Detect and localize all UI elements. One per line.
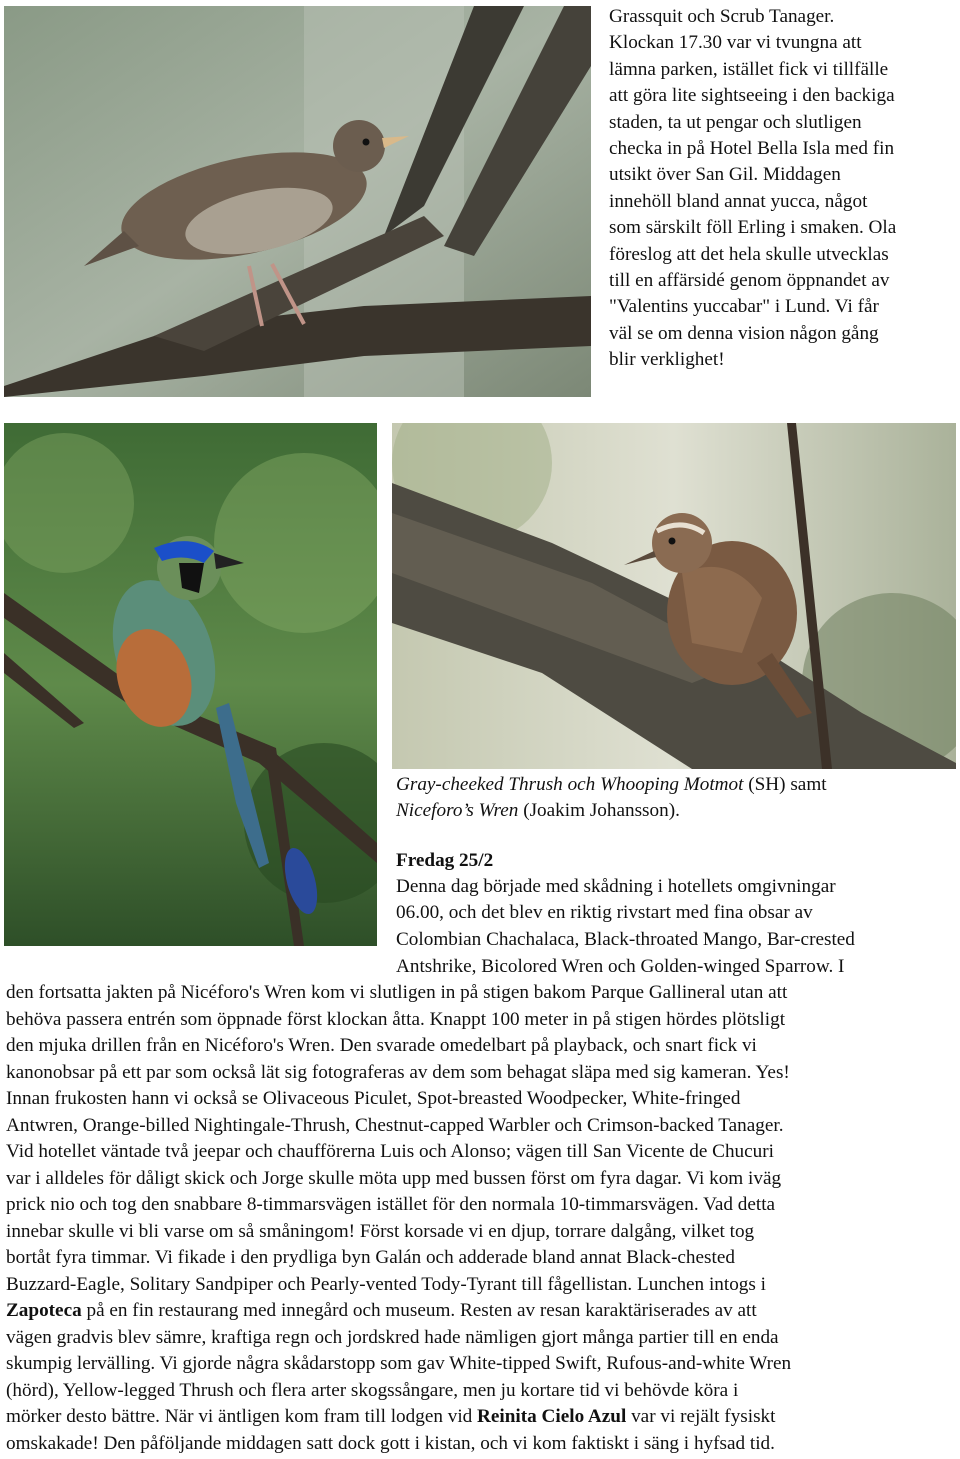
- intro-line: checka in på Hotel Bella Isla med fin: [609, 138, 895, 160]
- caption-species-1: Gray-cheeked Thrush och Whooping Motmot: [396, 774, 744, 795]
- intro-line: till en affärsidé genom öppnandet av: [609, 270, 890, 292]
- lodge-name: Reinita Cielo Azul: [477, 1406, 627, 1427]
- intro-line: utsikt över San Gil. Middagen: [609, 164, 841, 186]
- intro-line: blir verklighet!: [609, 349, 725, 371]
- caption-credit-1: (SH) samt: [743, 774, 827, 795]
- intro-line: lämna parken, istället fick vi tillfälle: [609, 58, 889, 80]
- intro-line: Klockan 17.30 var vi tvungna att: [609, 32, 862, 54]
- body-line: 06.00, och det blev en riktig rivstart med fina obsar av: [396, 902, 813, 923]
- body-line: omskakade! Den påföljande middagen satt dock gott i kistan, och vi kom faktiskt i säng i hyfsad tid.: [6, 1433, 775, 1454]
- intro-line: Grassquit och Scrub Tanager.: [609, 6, 835, 27]
- day-heading: Fredag 25/2: [396, 850, 494, 871]
- body-line: Buzzard-Eagle, Solitary Sandpiper och Pearly-vented Tody-Tyrant till fågellistan. Lunchen intogs i: [6, 1274, 766, 1295]
- body-line: Colombian Chachalaca, Black-throated Mango, Bar-crested: [396, 929, 855, 950]
- photo-gray-cheeked-thrush: [4, 6, 591, 397]
- body-line: behöva passera entrén som öppnade först klockan åtta. Knappt 100 meter in på stigen hördes plötsligt: [6, 1009, 786, 1030]
- body-line-rest: på en fin restaurang med innegård och museum. Resten av resan karaktäriserades av att: [81, 1300, 757, 1321]
- photo-caption: [396, 772, 956, 825]
- body-line: den mjuka drillen från en Nicéforo's Wren. Den svarade omedelbart på playback, och snart fick vi: [6, 1035, 757, 1056]
- body-line: Innan frukosten hann vi också se Olivaceous Piculet, Spot-breasted Woodpecker, White-fringed: [6, 1088, 741, 1109]
- body-line: Denna dag började med skådning i hotellets omgivningar: [396, 876, 836, 897]
- body-line: (hörd), Yellow-legged Thrush och flera arter skogssångare, men ju kortare tid vi behövde köra i: [6, 1380, 739, 1401]
- photo-whooping-motmot: [4, 423, 377, 946]
- photo-nicefors-wren: [392, 423, 956, 769]
- body-line-before: mörker desto bättre. När vi äntligen kom fram till lodgen vid: [6, 1406, 478, 1427]
- body-line: Vid hotellet väntade två jeepar och chaufförerna Luis och Alonso; vägen till San Vicente de Chucuri: [6, 1141, 774, 1162]
- body-line: innebar skulle vi bli varse om så småningom! Först korsade vi en djup, torrare dalgång, vilket tog: [6, 1221, 755, 1242]
- restaurant-name: Zapoteca: [6, 1300, 82, 1321]
- body-line: prick nio och tog den snabbare 8-timmarsvägen istället för den normala 10-timmarsvägen. Vad detta: [6, 1194, 776, 1215]
- body-line: skumpig lervälling. Vi gjorde några skådarstopp som gav White-tipped Swift, Rufous-and-white Wren: [6, 1353, 792, 1374]
- intro-paragraph: [609, 4, 959, 374]
- body-line: Antwren, Orange-billed Nightingale-Thrush, Chestnut-capped Warbler och Crimson-backed Tanager.: [6, 1115, 784, 1136]
- body-line: vägen gradvis blev sämre, kraftiga regn och jordskred hade nämligen gjort många partier till en enda: [6, 1327, 779, 1348]
- caption-species-2: Niceforo’s Wren: [396, 800, 519, 822]
- body-line: var i alldeles för dåligt skick och Jorge skulle möta upp med bussen först om fyra dagar. Vi kom iväg: [6, 1168, 782, 1189]
- caption-credit-2: (Joakim Johansson).: [518, 800, 680, 822]
- body-line: kanonobsar på ett par som också lät sig fotograferas av dem som behagat släpa med sig kameran. Yes!: [6, 1062, 790, 1083]
- intro-line: som särskilt föll Erling i smaken. Ola: [609, 217, 897, 239]
- body-line: den fortsatta jakten på Nicéforo's Wren kom vi slutligen in på stigen bakom Parque Gallineral utan att: [6, 982, 788, 1003]
- body-line-reinita: [6, 1404, 775, 1430]
- body-line-zapoteca: [6, 1298, 757, 1324]
- intro-line: staden, ta ut pengar och slutligen: [609, 111, 862, 133]
- intro-line: väl se om denna vision någon gång: [609, 322, 879, 344]
- intro-line: "Valentins yuccabar" i Lund. Vi får: [609, 296, 879, 318]
- body-line: Antshrike, Bicolored Wren och Golden-winged Sparrow. I: [396, 956, 845, 977]
- body-line: bortåt fyra timmar. Vi fikade i den prydliga byn Galán och adderade bland annat Black-chested: [6, 1247, 735, 1268]
- intro-line: innehöll bland annat yucca, något: [609, 190, 868, 212]
- intro-line: föreslog att det hela skulle utvecklas: [609, 243, 889, 265]
- intro-line: att göra lite sightseeing i den backiga: [609, 85, 895, 107]
- body-line-after: var vi rejält fysiskt: [626, 1406, 776, 1427]
